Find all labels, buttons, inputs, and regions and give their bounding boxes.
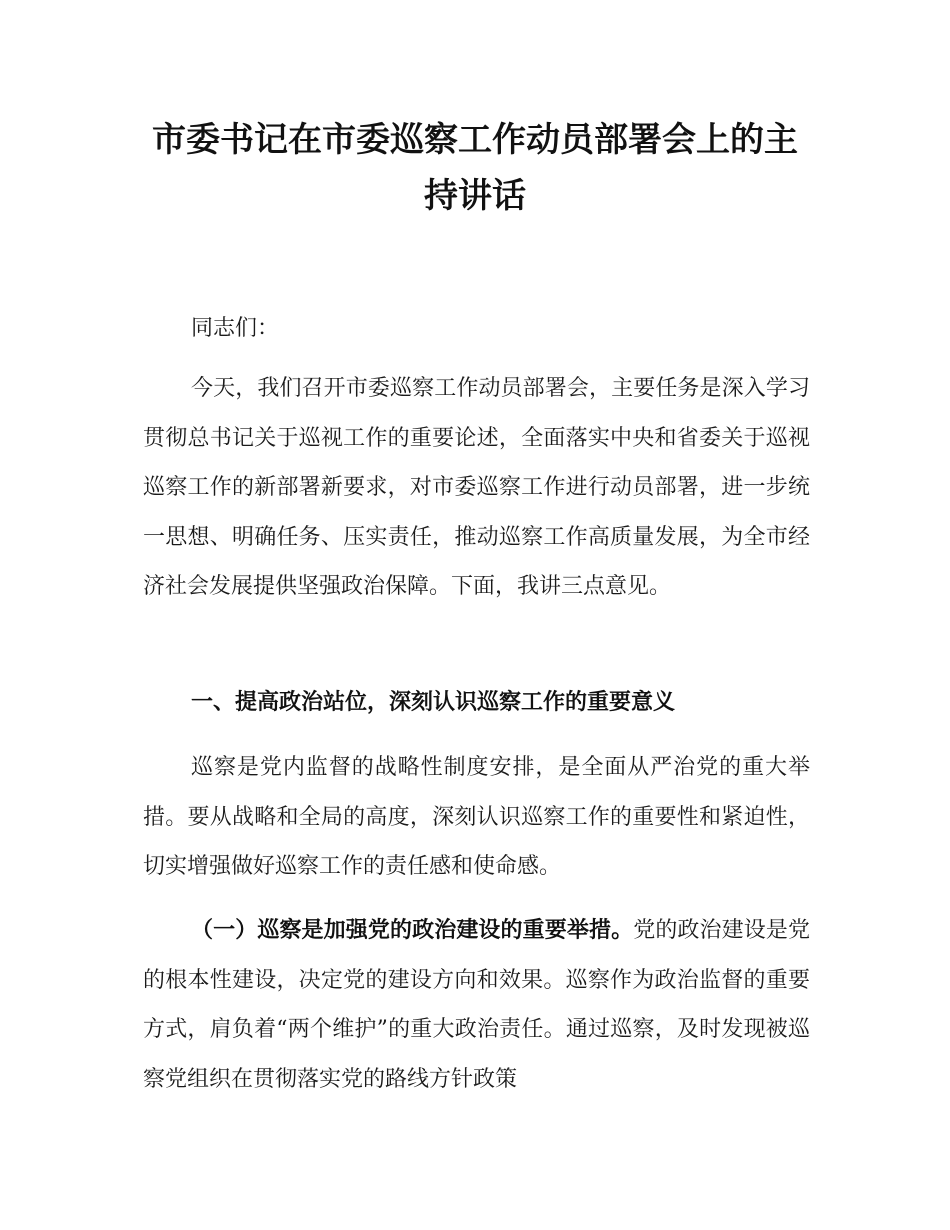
subsection-lead-sentence: （一）巡察是加强党的政治建设的重要举措。 (191, 918, 634, 943)
paragraph-intro: 今天，我们召开市委巡察工作动员部署会，主要任务是深入学习贯彻总书记关于巡视工作的重要论述，全面落实中央和省委关于巡视巡察工作的新部署新要求，对市委巡察工作进行动员部署，进一步统一思想、明确任务、压实责任，推动巡察工作高质量发展，为全市经济社会发展提供坚强政治保障。下面，我讲三点意见。 (143, 376, 810, 599)
paragraph-subsection-1 (143, 906, 810, 1104)
section-heading-1: 一、提高政治站位，深刻认识巡察工作的重要意义 (191, 690, 676, 715)
document-title (140, 112, 810, 224)
subsection-body-text: 党的政治建设是党的根本性建设，决定党的建设方向和效果。巡察作为政治监督的重要方式，肩负着“两个维护”的重大政治责任。通过巡察，及时发现被巡察党组织在贯彻落实党的路线方针政策 (143, 918, 810, 1092)
document-title-line-2: 持讲话 (424, 176, 526, 216)
greeting: 同志们： (191, 316, 280, 341)
paragraph-section-1-intro: 巡察是党内监督的战略性制度安排，是全面从严治党的重大举措。要从战略和全局的高度，深刻认识巡察工作的重要性和紧迫性，切实增强做好巡察工作的责任感和使命感。 (143, 755, 810, 879)
document-title-line-1: 市委书记在市委巡察工作动员部署会上的主 (152, 120, 798, 160)
